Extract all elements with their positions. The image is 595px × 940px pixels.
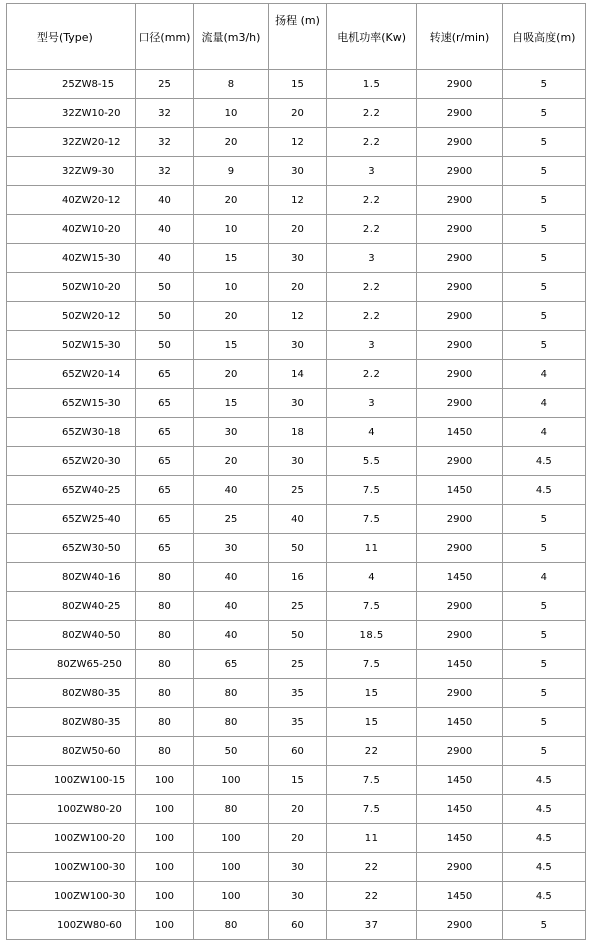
cell-flow: 40 — [193, 592, 268, 621]
cell-diameter: 100 — [136, 766, 194, 795]
cell-model: 40ZW10-20 — [7, 215, 136, 244]
table-row — [7, 766, 586, 795]
table-row — [7, 99, 586, 128]
cell-flow: 30 — [193, 534, 268, 563]
cell-head: 12 — [269, 302, 327, 331]
cell-power: 2.2 — [326, 302, 416, 331]
cell-speed: 1450 — [417, 563, 502, 592]
header-model: 型号(Type) — [7, 4, 136, 70]
cell-suction: 4 — [502, 389, 585, 418]
cell-power: 7.5 — [326, 476, 416, 505]
table-row — [7, 853, 586, 882]
table-row — [7, 563, 586, 592]
table-row — [7, 592, 586, 621]
cell-flow: 80 — [193, 795, 268, 824]
header-row — [7, 4, 586, 70]
cell-speed: 2900 — [417, 215, 502, 244]
cell-speed: 2900 — [417, 186, 502, 215]
cell-power: 22 — [326, 737, 416, 766]
cell-model: 65ZW40-25 — [7, 476, 136, 505]
cell-diameter: 40 — [136, 215, 194, 244]
cell-flow: 15 — [193, 331, 268, 360]
cell-head: 30 — [269, 389, 327, 418]
cell-speed: 2900 — [417, 505, 502, 534]
cell-model: 65ZW30-50 — [7, 534, 136, 563]
pump-spec-table — [6, 3, 586, 940]
table-row — [7, 476, 586, 505]
cell-diameter: 80 — [136, 679, 194, 708]
cell-diameter: 80 — [136, 737, 194, 766]
cell-head: 15 — [269, 70, 327, 99]
table-row — [7, 621, 586, 650]
cell-head: 15 — [269, 766, 327, 795]
table-row — [7, 679, 586, 708]
cell-suction: 5 — [502, 505, 585, 534]
cell-suction: 4.5 — [502, 795, 585, 824]
cell-power: 5.5 — [326, 447, 416, 476]
cell-suction: 4.5 — [502, 766, 585, 795]
cell-diameter: 65 — [136, 505, 194, 534]
cell-flow: 10 — [193, 99, 268, 128]
header-flow: 流量(m3/h) — [193, 4, 268, 70]
cell-suction: 5 — [502, 331, 585, 360]
cell-suction: 4.5 — [502, 853, 585, 882]
cell-suction: 5 — [502, 534, 585, 563]
cell-speed: 2900 — [417, 534, 502, 563]
cell-flow: 20 — [193, 302, 268, 331]
table-row — [7, 505, 586, 534]
cell-model: 32ZW9-30 — [7, 157, 136, 186]
cell-speed: 2900 — [417, 911, 502, 940]
cell-suction: 5 — [502, 273, 585, 302]
cell-head: 60 — [269, 911, 327, 940]
cell-diameter: 100 — [136, 882, 194, 911]
cell-model: 65ZW15-30 — [7, 389, 136, 418]
cell-power: 2.2 — [326, 360, 416, 389]
cell-suction: 5 — [502, 679, 585, 708]
cell-model: 100ZW100-20 — [7, 824, 136, 853]
cell-speed: 1450 — [417, 795, 502, 824]
cell-model: 100ZW80-60 — [7, 911, 136, 940]
cell-suction: 5 — [502, 302, 585, 331]
cell-flow: 100 — [193, 766, 268, 795]
cell-diameter: 100 — [136, 795, 194, 824]
cell-speed: 2900 — [417, 621, 502, 650]
cell-suction: 5 — [502, 621, 585, 650]
table-row — [7, 708, 586, 737]
cell-flow: 40 — [193, 621, 268, 650]
cell-diameter: 65 — [136, 389, 194, 418]
cell-suction: 5 — [502, 99, 585, 128]
cell-power: 2.2 — [326, 186, 416, 215]
cell-suction: 5 — [502, 128, 585, 157]
cell-model: 80ZW80-35 — [7, 708, 136, 737]
cell-power: 4 — [326, 418, 416, 447]
cell-model: 100ZW80-20 — [7, 795, 136, 824]
cell-head: 30 — [269, 244, 327, 273]
cell-diameter: 50 — [136, 273, 194, 302]
cell-model: 65ZW20-30 — [7, 447, 136, 476]
cell-diameter: 32 — [136, 157, 194, 186]
cell-speed: 2900 — [417, 273, 502, 302]
cell-speed: 2900 — [417, 99, 502, 128]
table-row — [7, 302, 586, 331]
cell-diameter: 100 — [136, 824, 194, 853]
cell-speed: 2900 — [417, 679, 502, 708]
cell-flow: 10 — [193, 215, 268, 244]
cell-flow: 20 — [193, 447, 268, 476]
cell-model: 100ZW100-30 — [7, 882, 136, 911]
cell-power: 15 — [326, 679, 416, 708]
cell-diameter: 32 — [136, 99, 194, 128]
cell-head: 12 — [269, 128, 327, 157]
cell-head: 20 — [269, 824, 327, 853]
cell-suction: 4.5 — [502, 447, 585, 476]
cell-head: 35 — [269, 708, 327, 737]
cell-flow: 20 — [193, 186, 268, 215]
cell-speed: 2900 — [417, 70, 502, 99]
cell-flow: 80 — [193, 911, 268, 940]
cell-head: 25 — [269, 650, 327, 679]
cell-suction: 5 — [502, 186, 585, 215]
cell-speed: 2900 — [417, 592, 502, 621]
cell-model: 50ZW20-12 — [7, 302, 136, 331]
cell-head: 30 — [269, 853, 327, 882]
cell-flow: 20 — [193, 360, 268, 389]
cell-flow: 40 — [193, 563, 268, 592]
cell-power: 2.2 — [326, 128, 416, 157]
cell-diameter: 80 — [136, 708, 194, 737]
header-speed: 转速(r/min) — [417, 4, 502, 70]
cell-power: 3 — [326, 157, 416, 186]
cell-diameter: 25 — [136, 70, 194, 99]
header-head: 扬程 (m) — [269, 4, 327, 70]
cell-model: 32ZW20-12 — [7, 128, 136, 157]
cell-diameter: 40 — [136, 186, 194, 215]
table-row — [7, 157, 586, 186]
cell-speed: 2900 — [417, 331, 502, 360]
cell-head: 14 — [269, 360, 327, 389]
cell-power: 3 — [326, 331, 416, 360]
cell-speed: 2900 — [417, 302, 502, 331]
cell-power: 2.2 — [326, 99, 416, 128]
cell-speed: 2900 — [417, 360, 502, 389]
table-row — [7, 824, 586, 853]
table-row — [7, 273, 586, 302]
cell-diameter: 50 — [136, 302, 194, 331]
cell-head: 60 — [269, 737, 327, 766]
cell-flow: 80 — [193, 679, 268, 708]
cell-diameter: 65 — [136, 360, 194, 389]
table-row — [7, 418, 586, 447]
cell-suction: 4 — [502, 418, 585, 447]
cell-model: 65ZW20-14 — [7, 360, 136, 389]
table-row — [7, 244, 586, 273]
cell-model: 80ZW40-16 — [7, 563, 136, 592]
cell-speed: 1450 — [417, 882, 502, 911]
cell-speed: 1450 — [417, 708, 502, 737]
cell-power: 15 — [326, 708, 416, 737]
table-row — [7, 331, 586, 360]
cell-suction: 5 — [502, 157, 585, 186]
table-row — [7, 70, 586, 99]
cell-diameter: 32 — [136, 128, 194, 157]
table-row — [7, 215, 586, 244]
cell-speed: 2900 — [417, 389, 502, 418]
header-suction: 自吸高度(m) — [502, 4, 585, 70]
header-power: 电机功率(Kw) — [326, 4, 416, 70]
cell-diameter: 100 — [136, 853, 194, 882]
cell-flow: 80 — [193, 708, 268, 737]
table-row — [7, 795, 586, 824]
cell-flow: 30 — [193, 418, 268, 447]
cell-diameter: 65 — [136, 418, 194, 447]
cell-power: 11 — [326, 824, 416, 853]
table-row — [7, 128, 586, 157]
cell-suction: 4.5 — [502, 824, 585, 853]
cell-head: 18 — [269, 418, 327, 447]
cell-head: 20 — [269, 99, 327, 128]
cell-model: 65ZW30-18 — [7, 418, 136, 447]
cell-model: 50ZW10-20 — [7, 273, 136, 302]
cell-head: 50 — [269, 621, 327, 650]
cell-flow: 40 — [193, 476, 268, 505]
cell-head: 25 — [269, 476, 327, 505]
cell-model: 100ZW100-30 — [7, 853, 136, 882]
cell-head: 50 — [269, 534, 327, 563]
cell-head: 30 — [269, 447, 327, 476]
cell-flow: 100 — [193, 824, 268, 853]
cell-head: 30 — [269, 882, 327, 911]
cell-speed: 2900 — [417, 853, 502, 882]
cell-power: 3 — [326, 244, 416, 273]
cell-model: 80ZW40-50 — [7, 621, 136, 650]
cell-flow: 100 — [193, 882, 268, 911]
cell-power: 2.2 — [326, 215, 416, 244]
cell-flow: 15 — [193, 389, 268, 418]
cell-head: 20 — [269, 795, 327, 824]
cell-model: 65ZW25-40 — [7, 505, 136, 534]
cell-model: 50ZW15-30 — [7, 331, 136, 360]
cell-head: 30 — [269, 157, 327, 186]
cell-speed: 2900 — [417, 157, 502, 186]
cell-head: 30 — [269, 331, 327, 360]
cell-diameter: 80 — [136, 592, 194, 621]
cell-speed: 2900 — [417, 447, 502, 476]
cell-flow: 10 — [193, 273, 268, 302]
table-row — [7, 360, 586, 389]
cell-flow: 25 — [193, 505, 268, 534]
cell-power: 1.5 — [326, 70, 416, 99]
cell-flow: 8 — [193, 70, 268, 99]
cell-speed: 1450 — [417, 650, 502, 679]
cell-speed: 2900 — [417, 737, 502, 766]
cell-suction: 5 — [502, 592, 585, 621]
cell-speed: 1450 — [417, 766, 502, 795]
cell-model: 80ZW40-25 — [7, 592, 136, 621]
cell-power: 2.2 — [326, 273, 416, 302]
cell-suction: 4.5 — [502, 476, 585, 505]
cell-suction: 5 — [502, 70, 585, 99]
cell-suction: 5 — [502, 244, 585, 273]
cell-head: 20 — [269, 215, 327, 244]
cell-power: 22 — [326, 853, 416, 882]
cell-diameter: 65 — [136, 447, 194, 476]
cell-head: 25 — [269, 592, 327, 621]
cell-suction: 5 — [502, 737, 585, 766]
cell-flow: 50 — [193, 737, 268, 766]
cell-power: 37 — [326, 911, 416, 940]
cell-model: 80ZW80-35 — [7, 679, 136, 708]
cell-power: 7.5 — [326, 592, 416, 621]
cell-speed: 1450 — [417, 824, 502, 853]
cell-suction: 5 — [502, 215, 585, 244]
cell-diameter: 100 — [136, 911, 194, 940]
table-row — [7, 534, 586, 563]
table-row — [7, 389, 586, 418]
table-row — [7, 911, 586, 940]
cell-diameter: 50 — [136, 331, 194, 360]
cell-speed: 2900 — [417, 128, 502, 157]
cell-model: 25ZW8-15 — [7, 70, 136, 99]
cell-diameter: 40 — [136, 244, 194, 273]
cell-power: 11 — [326, 534, 416, 563]
cell-flow: 15 — [193, 244, 268, 273]
cell-flow: 20 — [193, 128, 268, 157]
header-diameter: 口径(mm) — [136, 4, 194, 70]
cell-suction: 5 — [502, 650, 585, 679]
cell-suction: 4 — [502, 360, 585, 389]
cell-flow: 9 — [193, 157, 268, 186]
cell-power: 7.5 — [326, 795, 416, 824]
cell-power: 7.5 — [326, 650, 416, 679]
cell-power: 18.5 — [326, 621, 416, 650]
cell-speed: 1450 — [417, 476, 502, 505]
cell-diameter: 65 — [136, 476, 194, 505]
table-row — [7, 882, 586, 911]
cell-model: 100ZW100-15 — [7, 766, 136, 795]
cell-suction: 5 — [502, 708, 585, 737]
cell-head: 40 — [269, 505, 327, 534]
cell-head: 35 — [269, 679, 327, 708]
cell-suction: 4 — [502, 563, 585, 592]
table-row — [7, 737, 586, 766]
cell-speed: 2900 — [417, 244, 502, 273]
cell-model: 80ZW50-60 — [7, 737, 136, 766]
table-row — [7, 650, 586, 679]
cell-model: 40ZW15-30 — [7, 244, 136, 273]
cell-suction: 4.5 — [502, 882, 585, 911]
cell-power: 7.5 — [326, 766, 416, 795]
cell-diameter: 80 — [136, 563, 194, 592]
table-row — [7, 186, 586, 215]
cell-speed: 1450 — [417, 418, 502, 447]
cell-power: 22 — [326, 882, 416, 911]
cell-suction: 5 — [502, 911, 585, 940]
table-row — [7, 447, 586, 476]
cell-flow: 65 — [193, 650, 268, 679]
cell-power: 7.5 — [326, 505, 416, 534]
cell-diameter: 80 — [136, 621, 194, 650]
cell-head: 16 — [269, 563, 327, 592]
cell-model: 40ZW20-12 — [7, 186, 136, 215]
cell-model: 80ZW65-250 — [7, 650, 136, 679]
cell-model: 32ZW10-20 — [7, 99, 136, 128]
cell-head: 20 — [269, 273, 327, 302]
cell-power: 3 — [326, 389, 416, 418]
cell-diameter: 65 — [136, 534, 194, 563]
cell-diameter: 80 — [136, 650, 194, 679]
cell-head: 12 — [269, 186, 327, 215]
cell-power: 4 — [326, 563, 416, 592]
cell-flow: 100 — [193, 853, 268, 882]
